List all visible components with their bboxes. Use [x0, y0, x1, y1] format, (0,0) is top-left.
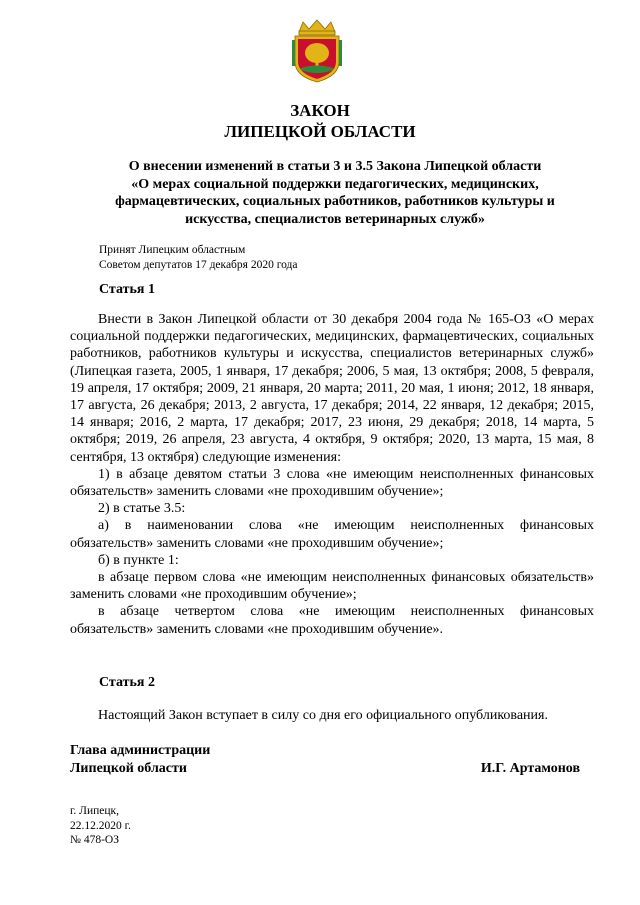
article-paragraph: Настоящий Закон вступает в силу со дня его официального опубликования. — [98, 708, 548, 723]
document-footer — [70, 804, 131, 848]
signatory-position: Глава администрации — [70, 743, 211, 758]
signature-block — [70, 742, 580, 778]
subject-line: искусства, специалистов ветеринарных служб» — [185, 211, 485, 227]
title-line-region: ЛИПЕЦКОЙ ОБЛАСТИ — [224, 122, 416, 141]
article-paragraph: б) в пункте 1: — [98, 552, 179, 568]
signatory-position: Липецкой области — [70, 761, 187, 776]
article-paragraph: 1) в абзаце девятом статьи 3 слова «не имеющим неисполненных финансовых обязательств» заменить словами «не проходившим обучение»; — [70, 466, 594, 500]
article-2-body — [70, 707, 594, 724]
article-2-heading: Статья 2 — [99, 675, 155, 690]
law-subject — [80, 158, 590, 228]
subject-line: «О мерах социальной поддержки педагогических, медицинских, — [131, 176, 539, 192]
article-paragraph: в абзаце первом слова «не имеющим неисполненных финансовых обязательств» заменить словами «не проходившим обучение»; — [70, 570, 594, 603]
document-title — [0, 100, 640, 142]
title-line-law: ЗАКОН — [290, 101, 350, 120]
footer-date: 22.12.2020 г. — [70, 819, 131, 832]
article-1-heading: Статья 1 — [99, 282, 155, 297]
article-paragraph: в абзаце четвертом слова «не имеющим неисполненных финансовых обязательств» заменить словами «не проходившим обучение». — [70, 604, 594, 637]
subject-line: фармацевтических, социальных работников, работников культуры и — [115, 194, 555, 209]
article-paragraph: Внести в Закон Липецкой области от 30 декабря 2004 года № 165-ОЗ «О мерах социальной поддержки педагогических, медицинских, фармацевтических, социальных работников, работников культуры и искусства, специалистов ветеринарных служб» (Липецкая газета, 2005, 1 января, 17 декабря; 2006, 5 мая, 13 октября; 2008, 5 февраля, 19 апреля, 17 октября; 2009, 21 января, 20 марта; 2011, 20 мая, 1 июня; 2012, 18 января, 17 августа, 26 декабря; 2013, 2 августа, 17 декабря; 2014, 22 января, 12 декабря; 2015, 14 января; 2016, 2 марта, 17 декабря; 2017, 23 июня, 29 декабря; 2018, 14 марта, 5 октября; 2019, 26 апреля, 23 августа, 4 октября, 9 октября; 2020, 13 марта, 15 мая, 8 сентября, 13 октября) следующие изменения: — [70, 312, 594, 465]
footer-city: г. Липецк, — [70, 805, 119, 817]
article-paragraph: 2) в статье 3.5: — [98, 501, 186, 517]
subject-line: О внесении изменений в статьи 3 и 3.5 Закона Липецкой области — [128, 159, 542, 174]
article-1-body — [70, 311, 594, 638]
coat-of-arms-icon — [289, 18, 345, 84]
adoption-line: Принят Липецким областным — [99, 244, 246, 256]
adoption-line: Советом депутатов 17 декабря 2020 года — [99, 259, 298, 271]
article-paragraph: а) в наименовании слова «не имеющим неисполненных финансовых обязательств» заменить словами «не проходившим обучение»; — [70, 518, 594, 551]
signatory-name: И.Г. Артамонов — [480, 761, 580, 776]
adoption-note — [99, 243, 298, 273]
footer-number: № 478-ОЗ — [70, 834, 119, 846]
